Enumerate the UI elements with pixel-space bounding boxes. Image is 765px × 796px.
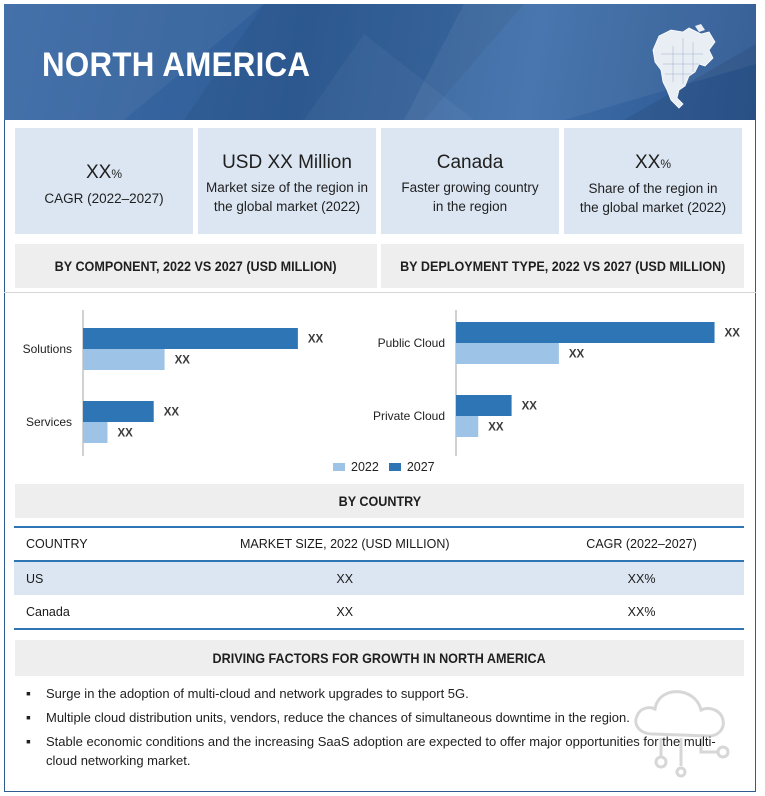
cell-market-size: XX (150, 561, 539, 595)
data-label: XX (117, 427, 133, 440)
header-cagr: CAGR (2022–2027) (539, 527, 744, 561)
north-america-map-icon (649, 24, 719, 109)
component-section-header (15, 244, 377, 288)
table-row (14, 561, 744, 595)
data-label: XX (163, 406, 180, 419)
cell-country: Canada (14, 595, 150, 629)
category-label: Private Cloud (372, 409, 445, 423)
kpi-region-share-unit: % (660, 157, 672, 171)
drivers-section-header (15, 640, 744, 676)
cell-cagr: XX% (539, 561, 744, 595)
category-label: Solutions (22, 342, 72, 356)
category-label: Public Cloud (377, 336, 445, 350)
list-item: ▪ Stable economic conditions and the increasing SaaS adoption are expected to offer major opportunities for the multi-cloud networking market. (26, 732, 726, 770)
country-section-title: BY COUNTRY (338, 493, 421, 509)
data-label: XX (307, 333, 324, 346)
kpi-market-size-label-2: the global market (2022) (213, 199, 361, 214)
legend-swatch-2022 (333, 463, 345, 471)
kpi-market-size-label-1: Market size of the region in (205, 180, 369, 195)
cell-cagr: XX% (539, 595, 744, 629)
cell-market-size: XX (150, 595, 539, 629)
deployment-section-title: BY DEPLOYMENT TYPE, 2022 VS 2027 (USD MILLION) (399, 258, 726, 274)
component-section-title: BY COMPONENT, 2022 VS 2027 (USD MILLION) (55, 258, 337, 274)
kpi-region-share (564, 128, 742, 234)
kpi-cagr-unit: % (111, 167, 123, 181)
bar-2022-solutions (83, 349, 165, 370)
bar-2022-services (83, 422, 107, 443)
list-item: ▪ Surge in the adoption of multi-cloud and network upgrades to support 5G. (26, 684, 726, 703)
kpi-cagr-label: CAGR (2022–2027) (44, 191, 164, 206)
country-section-header (15, 484, 744, 518)
kpi-market-size (198, 128, 376, 234)
kpi-cagr (15, 128, 193, 234)
header-country: COUNTRY (14, 527, 150, 561)
bar-2022-public-cloud (456, 343, 559, 364)
drivers-list (26, 684, 726, 775)
legend-label-2022: 2022 (351, 460, 379, 474)
kpi-fastest-country-value: Canada (436, 152, 504, 173)
legend-swatch-2027 (389, 463, 401, 471)
data-label: XX (568, 348, 585, 361)
bar-2027-private-cloud (456, 395, 512, 416)
region-bar-charts (0, 296, 765, 462)
kpi-cagr-value: XX (85, 162, 112, 183)
kpi-region-share-label-1: Share of the region in (588, 181, 718, 196)
table-row (14, 595, 744, 629)
page-title: NORTH AMERICA (42, 46, 311, 84)
data-label: XX (488, 421, 504, 434)
country-table (14, 526, 744, 630)
legend-label-2027: 2027 (406, 460, 435, 474)
bar-2027-solutions (83, 328, 298, 349)
kpi-fastest-country-label-2: in the region (432, 199, 508, 214)
kpi-market-size-value: USD XX Million (222, 152, 352, 173)
kpi-region-share-value: XX (634, 152, 661, 173)
kpi-fastest-country-label-1: Faster growing country (401, 180, 539, 195)
header-market-size: MARKET SIZE, 2022 (USD MILLION) (150, 527, 539, 561)
section-divider (4, 292, 756, 293)
chart-legend (333, 460, 435, 474)
data-label: XX (724, 327, 740, 340)
data-label: XX (174, 354, 190, 367)
cell-country: US (14, 561, 150, 595)
country-table-header (14, 527, 744, 561)
drivers-section-title: DRIVING FACTORS FOR GROWTH IN NORTH AMERICA (212, 650, 547, 666)
region-banner (4, 4, 756, 120)
data-label: XX (521, 400, 537, 413)
bar-2027-services (83, 401, 154, 422)
deployment-section-header (381, 244, 744, 288)
bar-2027-public-cloud (456, 322, 715, 343)
list-item: ▪ Multiple cloud distribution units, vendors, reduce the chances of simultaneous downtime in the region. (26, 708, 726, 727)
kpi-fastest-country (381, 128, 559, 234)
category-label: Services (25, 415, 72, 429)
bar-2022-private-cloud (456, 416, 478, 437)
kpi-region-share-label-2: the global market (2022) (579, 200, 727, 215)
